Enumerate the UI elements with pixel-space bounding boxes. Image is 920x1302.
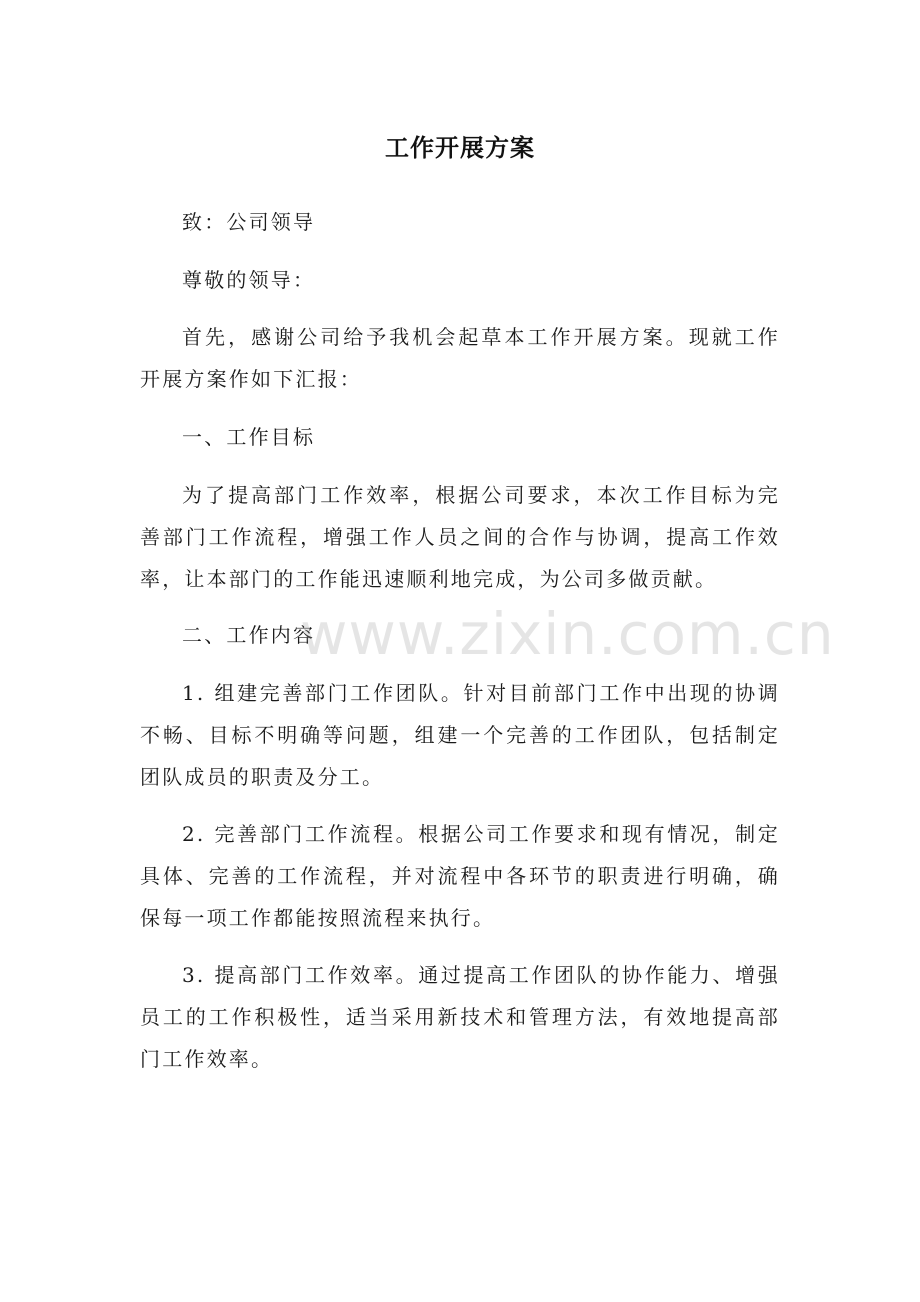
content-item-3: 3. 提高部门工作效率。通过提高工作团队的协作能力、增强员工的工作积极性，适当采用新技术和管理方法，有效地提高部门工作效率。 [140, 963, 780, 1071]
goals-paragraph: 为了提高部门工作效率，根据公司要求，本次工作目标为完善部门工作流程，增强工作人员之间的合作与协调，提高工作效率，让本部门的工作能迅速顺利地完成，为公司多做贡献。 [140, 483, 780, 591]
section-heading-content: 二、工作内容 [182, 623, 316, 647]
document-title: 工作开展方案 [385, 134, 535, 162]
content-item-1: 1. 组建完善部门工作团队。针对目前部门工作中出现的协调不畅、目标不明确等问题，组建一个完善的工作团队，包括制定团队成员的职责及分工。 [140, 681, 780, 789]
watermark: www.zixin.com.cn [300, 600, 835, 668]
intro-paragraph: 首先，感谢公司给予我机会起草本工作开展方案。现就工作开展方案作如下汇报： [140, 325, 780, 391]
section-heading-goals: 一、工作目标 [182, 425, 316, 449]
salutation-recipient: 致：公司领导 [182, 210, 316, 234]
salutation-greeting: 尊敬的领导： [182, 268, 316, 292]
content-item-2: 2. 完善部门工作流程。根据公司工作要求和现有情况，制定具体、完善的工作流程，并对流程中各环节的职责进行明确，确保每一项工作都能按照流程来执行。 [140, 822, 780, 930]
